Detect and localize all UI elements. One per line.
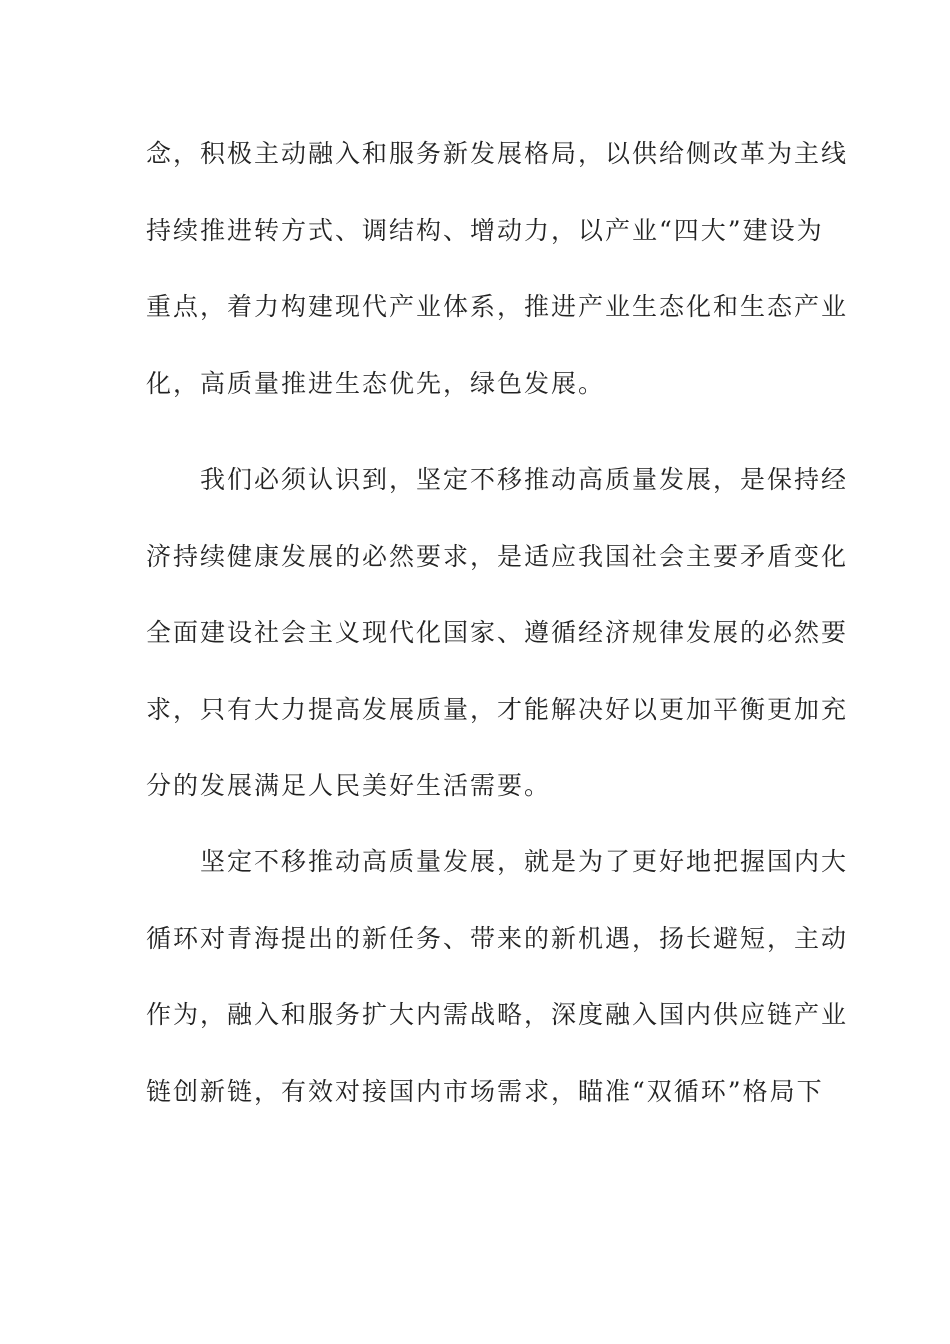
- paragraph-line: 念，积极主动融入和服务新发展格局，以供给侧改革为主线: [146, 139, 849, 168]
- paragraph-line: 分的发展满足人民美好生活需要。: [146, 771, 552, 800]
- paragraph-line: 作为，融入和服务扩大内需战略，深度融入国内供应链产业: [146, 1000, 849, 1029]
- paragraph-line: 重点，着力构建现代产业体系，推进产业生态化和生态产业: [146, 292, 849, 321]
- paragraph-line: 化，高质量推进生态优先，绿色发展。: [146, 368, 606, 398]
- paragraph-line: 持续推进转方式、调结构、增动力，以产业“四大”建设为: [146, 215, 824, 245]
- paragraph-line: 求，只有大力提高发展质量，才能解决好以更加平衡更加充: [146, 694, 849, 724]
- paragraph-line: 全面建设社会主义现代化国家、遵循经济规律发展的必然要: [146, 618, 849, 647]
- paragraph-3: [146, 824, 849, 1130]
- paragraph-line: 我们必须认识到，坚定不移推动高质量发展，是保持经: [200, 465, 849, 494]
- paragraph-line: 循环对青海提出的新任务、带来的新机遇，扬长避短，主动: [146, 923, 849, 953]
- paragraph-line: 济持续健康发展的必然要求，是适应我国社会主要矛盾变化: [146, 541, 849, 571]
- paragraph-line: 坚定不移推动高质量发展，就是为了更好地把握国内大: [200, 847, 849, 876]
- paragraph-2: [146, 442, 849, 825]
- paragraph-1: [146, 116, 849, 422]
- paragraph-line: 链创新链，有效对接国内市场需求，瞄准“双循环”格局下: [146, 1076, 824, 1106]
